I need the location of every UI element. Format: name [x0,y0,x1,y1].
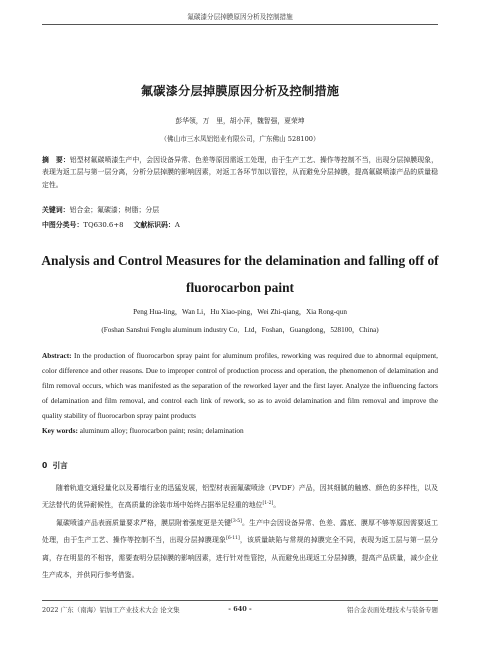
chinese-keywords-label: 关键词： [42,206,70,214]
english-abstract-label: Abstract: [42,351,72,360]
chinese-affiliation: （佛山市三水凤铝铝业有限公司，广东佛山 528100） [160,135,320,143]
chinese-authors: 彭华领，万 里，胡小萍，魏智强，夏荣坤 [175,117,305,125]
header-rule [42,24,438,25]
paragraph: 氟碳喷漆产品表面质量要求严格，膜层附着强度更是关键[3-5]。生产中会因设备异常、色差、露底、膜厚不够等原因需要返工处理，由于生产工艺、操作等控制不当，出现分层掉膜现象[6-11]，该质量缺陷与常规的掉膜完全不同，表现为返工层与第一层分离，存在明显的不相容，需要查明分层掉膜的影响因素，进行针对性管控，从而避免出现返工分层掉膜，提高产品质量，减少企业生产成本，并供同行参考借鉴。 [42,518,439,580]
chinese-title: 氟碳漆分层掉膜原因分析及控制措施 [140,84,340,98]
chinese-keywords [42,204,438,216]
document-code: A [174,221,180,229]
classification-label: 中图分类号： [42,221,84,229]
english-affiliation: (Foshan Sanshui Fenglu aluminum industry Co．Ltd，Foshan，Guangdong，528100，China) [101,326,379,334]
citation: [3-5] [231,518,242,524]
chinese-abstract-label: 摘 要： [42,156,70,164]
chinese-abstract-text: 铝型材氟碳喷漆生产中，会因设备异常、色差等原因需返工处理，由于生产工艺、操作等控制不当，出现分层掉膜现象，表现为返工层与第一层分离，分析分层掉膜的影响因素，对返工各环节加以管控，从而避免分层掉膜，提高氟碳喷漆产品的质量稳定性。 [42,156,438,189]
citation: [6-11] [226,536,240,542]
chinese-abstract [42,154,438,191]
classification-number: TQ630.6+8 [83,221,124,229]
english-abstract [42,348,438,423]
running-header: 氟碳漆分层掉膜原因分析及控制措施 [187,13,293,21]
footer-rule [42,600,438,601]
classification-line [42,219,438,231]
section-body [42,480,438,584]
section-number: 0 [42,461,48,470]
section-heading [42,460,68,471]
page-number: - 640 - [228,605,252,613]
footer-topic: 铝合金表面处理技术与装备专题 [347,606,438,614]
english-keywords-text: aluminum alloy; fluorocarbon paint; resin; delamination [79,426,244,435]
english-keywords-label: Key words: [42,426,78,435]
english-title: Analysis and Control Measures for the delamination and falling off of fluorocarbon paint [41,253,439,295]
section-title: 引言 [52,461,68,470]
chinese-keywords-text: 铝合金；氟碳漆；树脂；分层 [69,206,160,214]
english-keywords [42,425,438,437]
footer-proceedings: 2022 广东（南海）铝加工产业技术大会 论文集 [42,606,180,614]
document-code-label: 文献标识码： [133,221,175,229]
paragraph: 随着轨道交通轻量化以及幕墙行业的迅猛发展，铝型材表面氟碳喷涂（PVDF）产品，因其细腻的触感、颜色的多样性，以及无法替代的优异耐候性，在高质量的涂装市场中始终占据举足轻重的地位[1-2]。 [42,484,438,510]
citation: [1-2] [262,501,274,507]
english-authors: Peng Hua-ling，Wan Li，Hu Xiao-ping，Wei Zhi-qiang，Xia Rong-qun [133,308,347,316]
english-abstract-text: In the production of fluorocarbon spray paint for aluminum profiles, reworking was required due to abnormal equipment, color difference and other reasons. Due to improper control of production process and operation, the phenomenon of delamination and film removal occurs, which was manifested as the separation of the reworked layer and the first layer. Analyze the influencing factors of delamination and film removal, and control each link of rework, so as to avoid delamination and film removal and improve the quality stability of fluorocarbon spray paint products [42,351,438,421]
